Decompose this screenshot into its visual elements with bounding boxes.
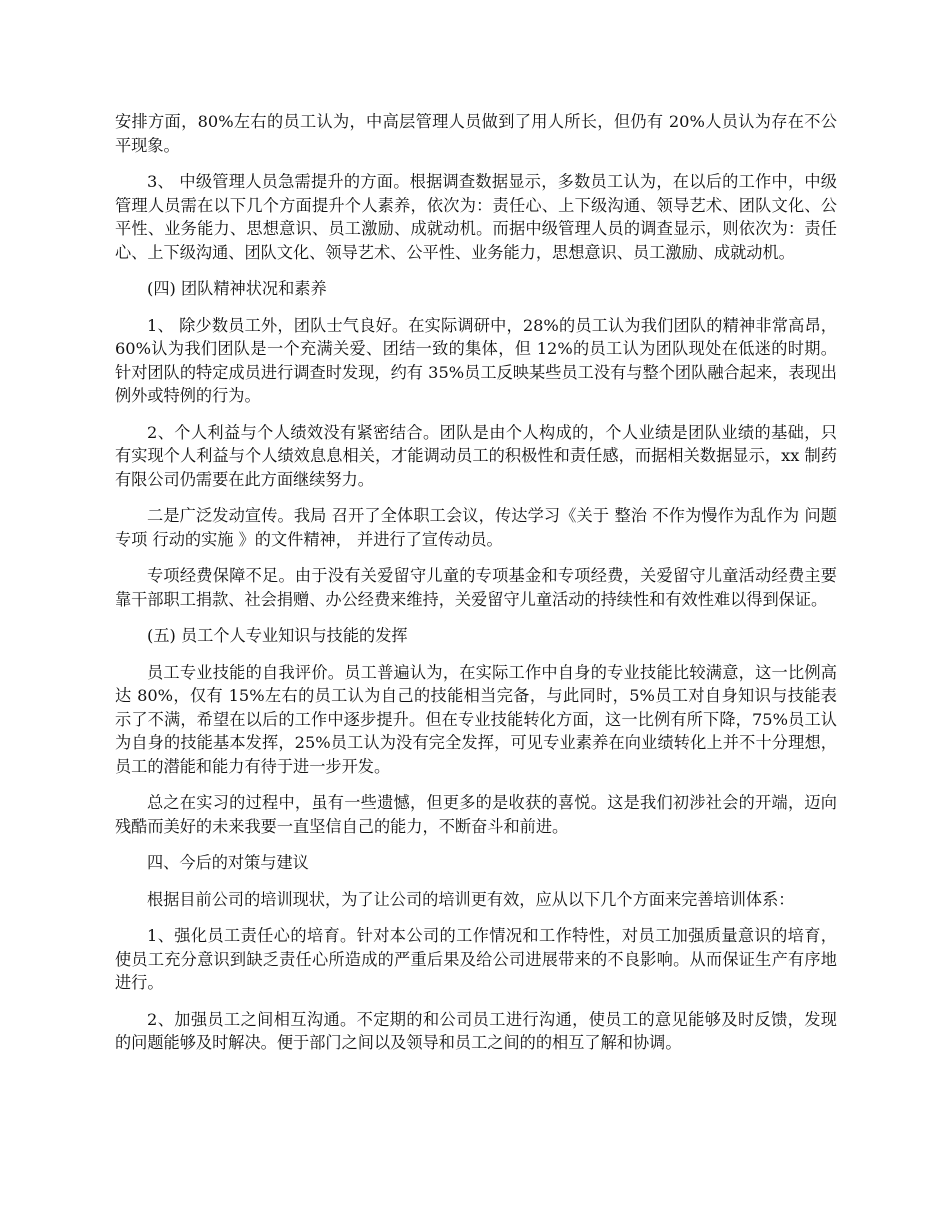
paragraph-publicity: 二是广泛发动宣传。我局 召开了全体职工会议，传达学习《关于 整治 不作为慢作为乱作为 问题专项 行动的实施 》的文件精神， 并进行了宣传动员。 bbox=[115, 506, 837, 549]
paragraph-interest-performance: 2、个人利益与个人绩效没有紧密结合。团队是由个人构成的，个人业绩是团队业绩的基础，只有实现个人利益与个人绩效息息相关，才能调动员工的积极性和责任感，而据相关数据显示，xx 制药有限公司仍需要在此方面继续努力。 bbox=[115, 422, 837, 489]
paragraph-skill-evaluation: 员工专业技能的自我评价。员工普遍认为，在实际工作中自身的专业技能比较满意，这一比例高达 80%，仅有 15%左右的员工认为自己的技能相当完备，与此同时，5%员工对自身知识与技能表示了不满，希望在以后的工作中逐步提升。但在专业技能转化方面，这一比例有所下降，75%员工认为自身的技能基本发挥，25%员工认为没有完全发挥，可见专业素养在向业绩转化上并不十分理想，员工的潜能和能力有待于进一步开发。 bbox=[115, 662, 837, 776]
section-heading-team-spirit: (四) 团队精神状况和素养 bbox=[147, 279, 327, 298]
section-heading-countermeasures: 四、今后的对策与建议 bbox=[147, 853, 309, 872]
paragraph-continuation: 安排方面，80%左右的员工认为，中高层管理人员做到了用人所长，但仍有 20%人员认为存在不公平现象。 bbox=[115, 112, 837, 155]
section-heading-professional-skills: (五) 员工个人专业知识与技能的发挥 bbox=[147, 626, 408, 645]
paragraph-summary: 总之在实习的过程中，虽有一些遗憾，但更多的是收获的喜悦。这是我们初涉社会的开端，迈向残酷而美好的未来我要一直坚信自己的能力，不断奋斗和前进。 bbox=[115, 793, 837, 836]
paragraph-team-morale: 1、 除少数员工外，团队士气良好。在实际调研中，28%的员工认为我们团队的精神非常高昂，60%认为我们团队是一个充满关爱、团结一致的集体，但 12%的员工认为团队现处在低迷的时期。针对团队的特定成员进行调查时发现，约有 35%员工反映某些员工没有与整个团队融合起来，表现出例外或特例的行为。 bbox=[115, 315, 837, 405]
paragraph-communication: 2、加强员工之间相互沟通。不定期的和公司员工进行沟通，使员工的意见能够及时反馈，发现的问题能够及时解决。便于部门之间以及领导和员工之间的的相互了解和协调。 bbox=[115, 1009, 837, 1052]
paragraph-mid-manager-improvement: 3、 中级管理人员急需提升的方面。根据调查数据显示，多数员工认为，在以后的工作中，中级管理人员需在以下几个方面提升个人素养，依次为：责任心、上下级沟通、领导艺术、团队文化、公平性、业务能力、思想意识、员工激励、成就动机。而据中级管理人员的调查显示，则依次为：责任心、上下级沟通、团队文化、领导艺术、公平性、业务能力，思想意识、员工激励、成就动机。 bbox=[115, 172, 837, 262]
paragraph-funding: 专项经费保障不足。由于没有关爱留守儿童的专项基金和专项经费，关爱留守儿童活动经费主要靠干部职工捐款、社会捐赠、办公经费来维持，关爱留守儿童活动的持续性和有效性难以得到保证。 bbox=[115, 566, 837, 609]
paragraph-training-intro: 根据目前公司的培训现状，为了让公司的培训更有效，应从以下几个方面来完善培训体系： bbox=[147, 889, 795, 909]
paragraph-responsibility: 1、强化员工责任心的培育。针对本公司的工作情况和工作特性，对员工加强质量意识的培育，使员工充分意识到缺乏责任心所造成的严重后果及给公司进展带来的不良影响。从而保证生产有序地进行。 bbox=[115, 926, 837, 992]
document-page bbox=[115, 110, 837, 1068]
